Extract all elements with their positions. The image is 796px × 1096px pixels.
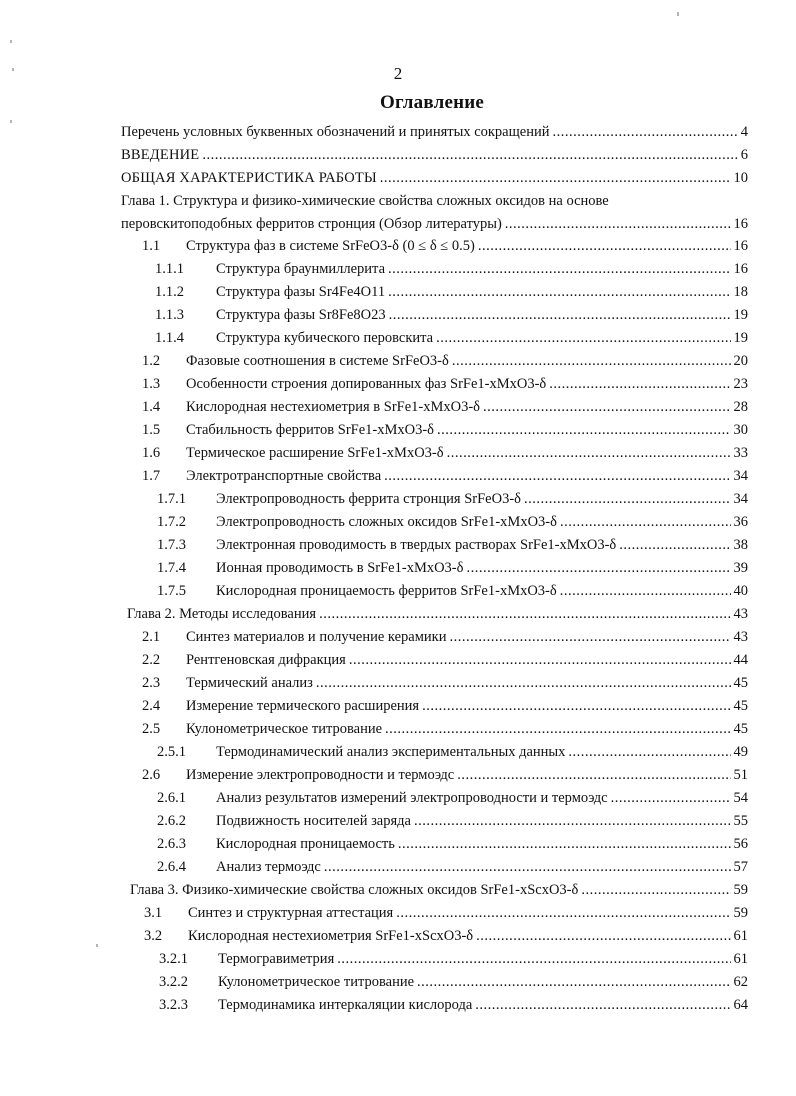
toc-entry-title: Кислородная нестехиометрия в SrFe1-xMxO3-δ [186,399,481,415]
toc-entry [216,511,748,533]
toc-entry-title: Электронная проводимость в твердых растворах SrFe1-xMxO3-δ [216,537,617,553]
toc-entry-title: Глава 3. Физико-химические свойства сложных оксидов SrFe1-xScxO3-δ [130,882,579,898]
toc-entry-title: Кислородная проницаемость ферритов SrFe1-xMxO3-δ [216,583,557,599]
toc-entry [186,350,748,372]
toc-entry-page: 59 [733,905,748,921]
toc-entry-number: 1.7.2 [157,514,186,530]
toc-entry [186,695,748,717]
toc-entry-page: 61 [733,951,748,967]
toc-entry-page: 43 [733,606,748,622]
toc-entry-number: 3.2.3 [159,997,188,1013]
toc-entry-title: Синтез и структурная аттестация [188,905,394,921]
toc-entry-number: 1.7 [142,468,161,484]
toc-entry [216,580,748,602]
toc-entry-page: 39 [733,560,748,576]
dot-leader [475,994,730,1016]
toc-entry [218,948,748,970]
toc-entry-page: 62 [733,974,748,990]
toc-entry-number: 1.7.4 [157,560,186,576]
toc-entry [188,902,748,924]
toc-entry-page: 16 [733,261,748,277]
toc-entry-title: Особенности строения допированных фаз SrFe1-xMxO3-δ [186,376,547,392]
dot-leader [422,695,730,717]
dot-leader [457,764,730,786]
toc-entry-number: 2.3 [142,675,161,691]
toc-entry-title: Структура кубического перовскита [216,330,434,346]
toc-entry-page: 40 [733,583,748,599]
toc-entry [186,419,748,441]
toc-entry-number: 2.5.1 [157,744,186,760]
toc-entry-number: 2.4 [142,698,161,714]
toc-entry-page: 59 [733,882,748,898]
dot-leader [202,144,737,166]
dot-leader [449,626,730,648]
toc-entry-number: 2.6.1 [157,790,186,806]
dot-leader [388,281,730,303]
toc-entry-number: 1.1.3 [155,307,184,323]
toc-entry [216,810,748,832]
toc-entry-number: 3.2 [144,928,163,944]
toc-entry-number: 1.1.2 [155,284,184,300]
toc-entry-number: 2.6.4 [157,859,186,875]
toc-entry-page: 49 [733,744,748,760]
toc-entry-title: Синтез материалов и получение керамики [186,629,447,645]
toc-entry-page: 4 [740,124,748,140]
dot-leader [611,787,731,809]
toc-entry-page: 36 [733,514,748,530]
dot-leader [324,856,731,878]
toc-entry [218,971,748,993]
toc-entry [186,396,748,418]
toc-entry [216,856,748,878]
dot-leader [581,879,730,901]
toc-entry [216,741,748,763]
page-number: 2 [393,64,403,83]
dot-leader [337,948,730,970]
toc-entry [186,649,748,671]
toc-entry-number: 2.6.3 [157,836,186,852]
toc-entry-page: 56 [733,836,748,852]
toc-entry-page: 30 [733,422,748,438]
toc-entry [121,144,748,166]
toc-entry-page: 64 [733,997,748,1013]
toc-entry-title: перовскитоподобных ферритов стронция (Обзор литературы) [121,216,502,232]
toc-entry-title: Электротранспортные свойства [186,468,382,484]
toc-entry-title: Кислородная нестехиометрия SrFe1-xScxO3-δ [188,928,474,944]
toc-entry-number: 3.2.2 [159,974,188,990]
dot-leader [349,649,731,671]
toc-entry-page: 16 [733,216,748,232]
toc-entry [216,327,748,349]
toc-entry-title: Термодинамика интеркаляции кислорода [218,997,473,1013]
toc-entry-number: 1.1.4 [155,330,184,346]
dot-leader [619,534,730,556]
toc-entry-title: Электропроводность сложных оксидов SrFe1-xMxO3-δ [216,514,557,530]
toc-entry-title: Измерение электропроводности и термоэдс [186,767,455,783]
toc-entry-title: Фазовые соотношения в системе SrFeO3-δ [186,353,449,369]
toc-entry-number: 1.7.5 [157,583,186,599]
toc-entry [216,534,748,556]
toc-entry [216,258,748,280]
toc-entry-page: 34 [733,491,748,507]
toc-entry [186,465,748,487]
dot-leader [417,971,730,993]
toc-entry [127,603,748,625]
toc-entry-page: 57 [733,859,748,875]
toc-entry-title: Термогравиметрия [218,951,335,967]
toc-entry-page: 38 [733,537,748,553]
toc-entry-number: 2.6 [142,767,161,783]
toc-entry [216,787,748,809]
toc-entry-page: 16 [733,238,748,254]
toc-entry-page: 61 [733,928,748,944]
toc-entry-page: 43 [733,629,748,645]
toc-entry-title: Стабильность ферритов SrFe1-xMxO3-δ [186,422,435,438]
toc-entry-title: Структура браунмиллерита [216,261,386,277]
toc-entry-page: 23 [733,376,748,392]
toc-entry-title: Структура фазы Sr8Fe8O23 [216,307,386,323]
dot-leader [476,925,730,947]
toc-entry-number: 1.5 [142,422,161,438]
dot-leader [478,235,731,257]
dot-leader [568,741,730,763]
toc-entry-number: 1.1 [142,238,161,254]
toc-entry [218,994,748,1016]
toc-entry [186,764,748,786]
dot-leader [466,557,730,579]
toc-entry-title: Термический анализ [186,675,313,691]
toc-entry [188,925,748,947]
toc-entry-page: 19 [733,307,748,323]
toc-entry-title: Структура фазы Sr4Fe4O11 [216,284,386,300]
toc-entry-page: 34 [733,468,748,484]
toc-entry-title: Рентгеновская дифракция [186,652,346,668]
toc-entry-page: 55 [733,813,748,829]
dot-leader [396,902,730,924]
toc-entry-title: Структура фаз в системе SrFeO3-δ (0 ≤ δ ≤ 0.5) [186,238,475,254]
dot-leader [560,511,731,533]
toc-entry-page: 28 [733,399,748,415]
toc-entry-title: Анализ результатов измерений электропроводности и термоэдс [216,790,608,806]
toc-entry-page: 54 [733,790,748,806]
dot-leader [437,419,730,441]
dot-leader [549,373,730,395]
dot-leader [384,465,730,487]
toc-title: Оглавление [379,92,485,113]
toc-entry-number: 1.4 [142,399,161,415]
dot-leader [436,327,730,349]
dot-leader [385,718,730,740]
dot-leader [319,603,730,625]
toc-entry-page: 45 [733,698,748,714]
dot-leader [560,580,731,602]
toc-entry-page: 45 [733,721,748,737]
toc-entry-page: 6 [740,147,748,163]
toc-entry-number: 2.6.2 [157,813,186,829]
dot-leader [452,350,731,372]
toc-entry-page: 19 [733,330,748,346]
toc-entry-page: 44 [733,652,748,668]
toc-entry-title: Электропроводность феррита стронция SrFeO3-δ [216,491,521,507]
toc-entry-number: 1.2 [142,353,161,369]
toc-entry [186,235,748,257]
toc-entry-page: 51 [733,767,748,783]
toc-entry-title: Измерение термического расширения [186,698,420,714]
toc-entry [121,121,748,143]
toc-entry-title: Термодинамический анализ экспериментальных данных [216,744,566,760]
toc-entry-number: 3.1 [144,905,163,921]
dot-leader [380,167,731,189]
toc-entry [216,833,748,855]
toc-entry-number: 1.7.3 [157,537,186,553]
toc-entry-number: 1.3 [142,376,161,392]
dot-leader [483,396,730,418]
dot-leader [388,258,730,280]
toc-entry-page: 45 [733,675,748,691]
toc-entry [186,442,748,464]
toc-entry-title: Глава 2. Методы исследования [127,606,317,622]
toc-entry-title: Термическое расширение SrFe1-xMxO3-δ [186,445,444,461]
dot-leader [447,442,731,464]
toc-entry [186,718,748,740]
toc-entry-title: ВВЕДЕНИЕ [121,147,200,163]
dot-leader [505,213,731,235]
toc-entry-page: 10 [733,170,748,186]
dot-leader [398,833,731,855]
toc-entry-number: 2.1 [142,629,161,645]
toc-entry-title: Кулонометрическое титрование [186,721,383,737]
toc-entry-number: 1.6 [142,445,161,461]
toc-entry [186,672,748,694]
toc-entry-number: 3.2.1 [159,951,188,967]
dot-leader [389,304,731,326]
toc-entry [216,304,748,326]
toc-entry-title: Перечень условных буквенных обозначений и принятых сокращений [121,124,550,140]
toc-entry [121,167,748,189]
toc-entry-number: 2.5 [142,721,161,737]
dot-leader [524,488,731,510]
toc-entry-title: Подвижность носителей заряда [216,813,411,829]
toc-entry [216,557,748,579]
toc-entry-number: 1.7.1 [157,491,186,507]
toc-entry-title: Кулонометрическое титрование [218,974,415,990]
toc-entry [130,879,748,901]
toc-entry-number: 2.2 [142,652,161,668]
toc-entry-number: 1.1.1 [155,261,184,277]
toc-entry [216,488,748,510]
toc-entry-title: ОБЩАЯ ХАРАКТЕРИСТИКА РАБОТЫ [121,170,377,186]
toc-entry [216,281,748,303]
toc-entry-page: 20 [733,353,748,369]
toc-entry-title: Кислородная проницаемость [216,836,395,852]
toc-entry [121,213,748,235]
toc-entry-page: 33 [733,445,748,461]
toc-entry [186,373,748,395]
dot-leader [414,810,731,832]
toc-entry [186,626,748,648]
toc-entry-title: Анализ термоэдс [216,859,321,875]
dot-leader [316,672,731,694]
toc-entry-title: Глава 1. Структура и физико-химические свойства сложных оксидов на основе [121,193,609,209]
toc-entry-page: 18 [733,284,748,300]
toc-entry-title: Ионная проводимость в SrFe1-xMxO3-δ [216,560,464,576]
dot-leader [553,121,738,143]
